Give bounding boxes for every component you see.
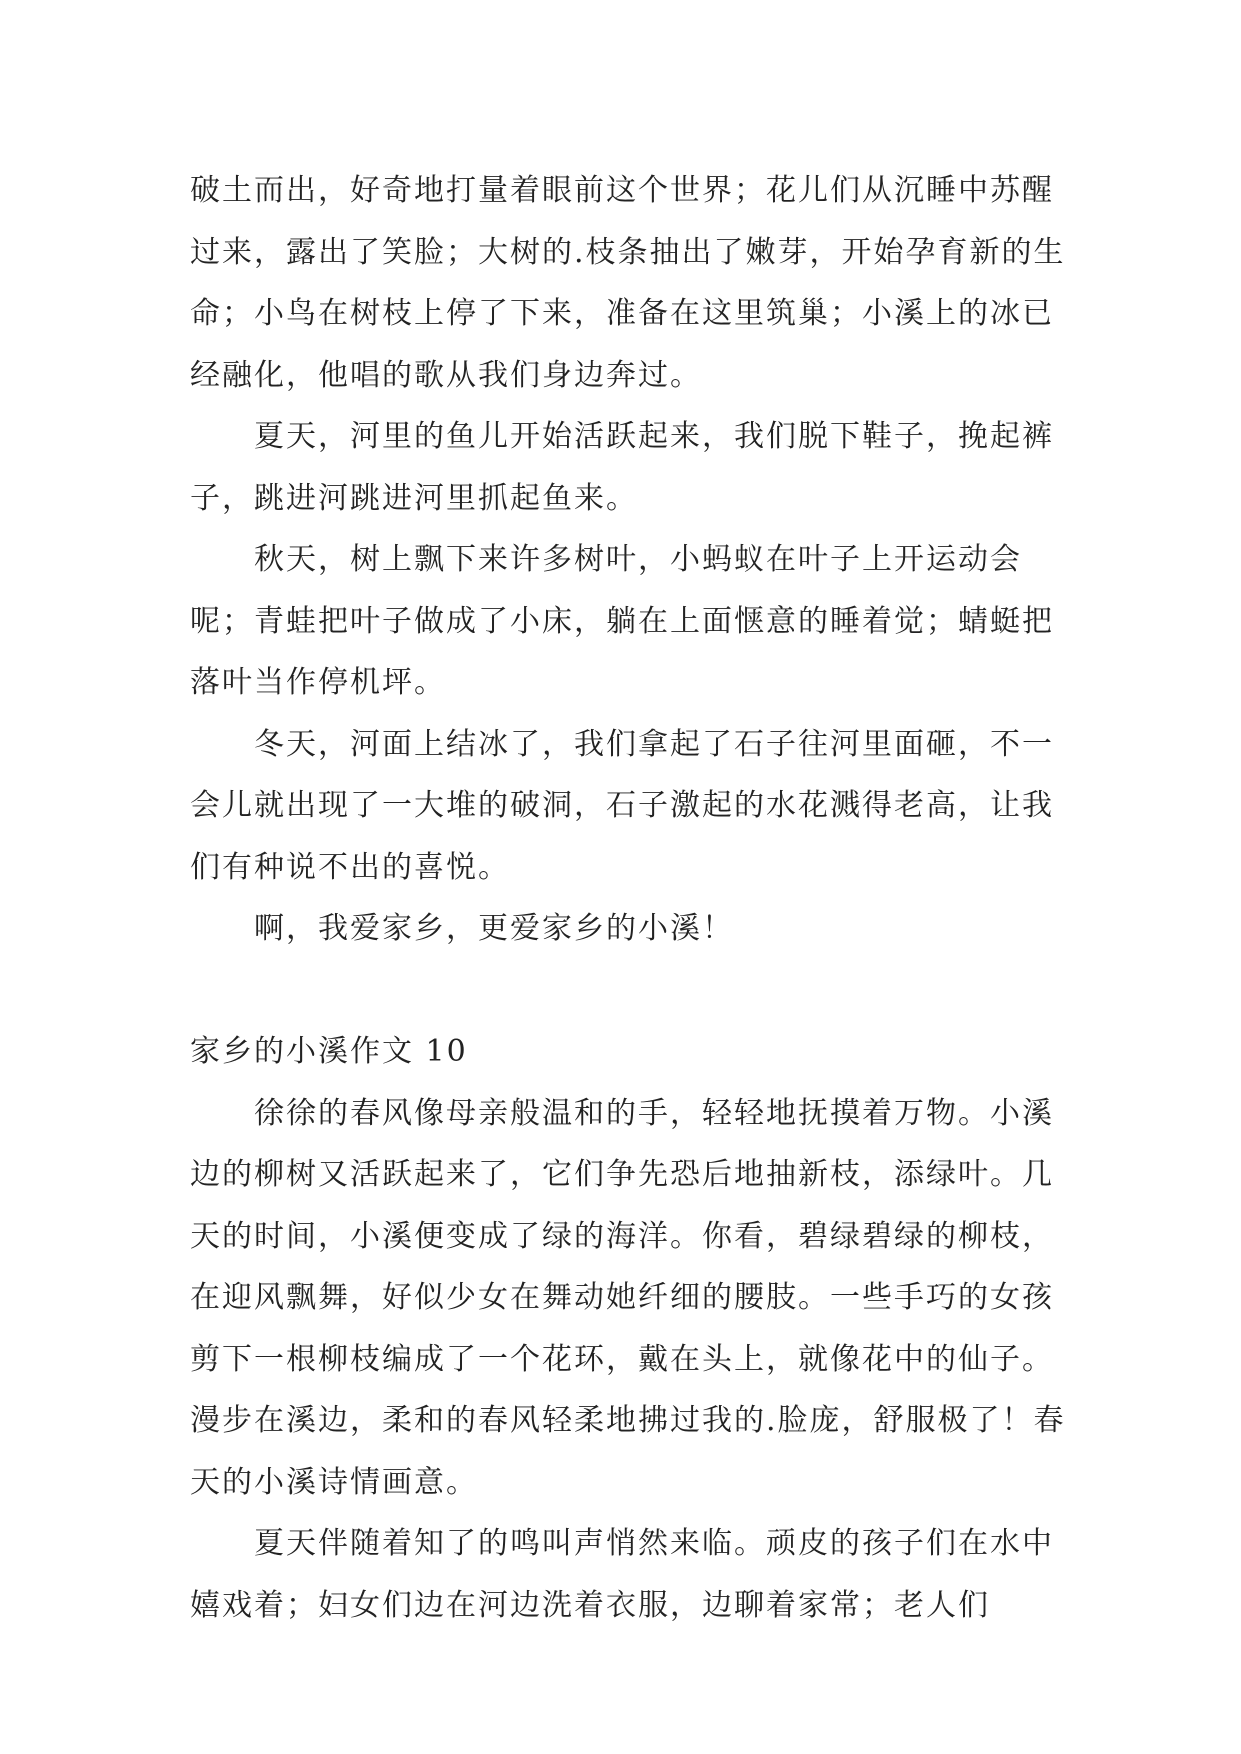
document-body — [190, 160, 1070, 1636]
paragraph: 冬天，河面上结冰了，我们拿起了石子往河里面砸，不一会儿就出现了一大堆的破洞，石子激起的水花溅得老高，让我们有种说不出的喜悦。 — [190, 726, 1054, 885]
paragraph: 夏天伴随着知了的鸣叫声悄然来临。顽皮的孩子们在水中嬉戏着；妇女们边在河边洗着衣服，边聊着家常；老人们 — [190, 1526, 1054, 1623]
section-title: 家乡的小溪作文 10 — [190, 1034, 468, 1069]
paragraph: 啊，我爱家乡，更爱家乡的小溪！ — [254, 911, 734, 946]
paragraph: 秋天，树上飘下来许多树叶，小蚂蚁在叶子上开运动会呢；青蛙把叶子做成了小床，躺在上面惬意的睡着觉；蜻蜓把落叶当作停机坪。 — [190, 542, 1054, 700]
paragraph: 夏天，河里的鱼儿开始活跃起来，我们脱下鞋子，挽起裤子，跳进河跳进河里抓起鱼来。 — [190, 419, 1054, 516]
paragraph: 破土而出，好奇地打量着眼前这个世界；花儿们从沉睡中苏醒过来，露出了笑脸；大树的.枝条抽出了嫩芽，开始孕育新的生命；小鸟在树枝上停了下来，准备在这里筑巢；小溪上的冰已经融化，他唱的歌从我们身边奔过。 — [190, 173, 1066, 393]
paragraph: 徐徐的春风像母亲般温和的手，轻轻地抚摸着万物。小溪边的柳树又活跃起来了，它们争先恐后地抽新枝，添绿叶。几天的时间，小溪便变成了绿的海洋。你看，碧绿碧绿的柳枝，在迎风飘舞，好似少女在舞动她纤细的腰肢。一些手巧的女孩剪下一根柳枝编成了一个花环，戴在头上，就像花中的仙子。漫步在溪边，柔和的春风轻柔地拂过我的.脸庞，舒服极了！春天的小溪诗情画意。 — [190, 1095, 1066, 1500]
